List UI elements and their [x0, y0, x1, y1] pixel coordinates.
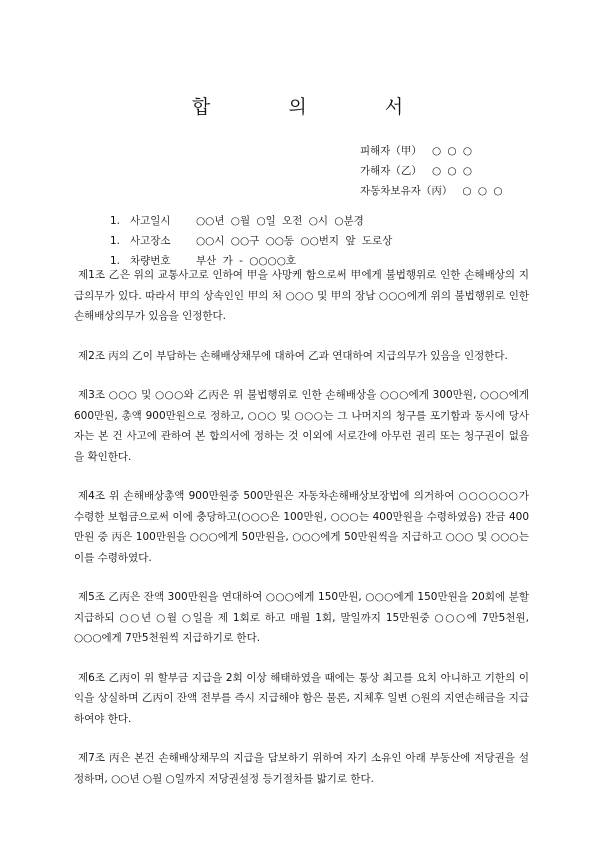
article-7: 제7조 丙은 본건 손해배상채무의 지급을 담보하기 위하여 자기 소유인 아래 부동산에 저당권을 설정하며, ○○년 ○월 ○일까지 저당권설정 등기절차를 밟기로 한다.: [74, 752, 529, 785]
fact-label: 사고일시: [130, 215, 171, 227]
party-value: ○ ○ ○: [462, 185, 503, 197]
articles-section: [74, 265, 529, 808]
fact-number: 1.: [110, 235, 121, 247]
fact-accident-datetime: [110, 211, 392, 231]
article-4: 제4조 위 손해배상총액 900만원중 500만원은 자동차손해배상보장법에 의거하여 ○○○○○○가 수령한 보험금으로써 이에 충당하고(○○○은 100만원, ○○○는 400만원을 수령하였음) 잔금 400만원 중 丙은 100만원을 ○○○에게 50만원을, ○○○에게 50만원씩을 지급하고 ○○○ 및 ○○○는 이를 수령하였다.: [74, 490, 529, 564]
party-victim: [360, 141, 503, 161]
article-6: 제6조 乙丙이 위 할부금 지급을 2회 이상 해태하였을 때에는 통상 최고를 요치 아니하고 기한의 이익을 상실하며 乙丙이 잔액 전부를 즉시 지급해야 함은 물론, 지체후 일변 ○원의 지연손해금을 지급하여야 한다.: [74, 671, 529, 725]
parties-block: [360, 141, 503, 201]
accident-facts: [110, 211, 392, 271]
party-offender: [360, 161, 503, 181]
party-label: 자동차보유자（丙）: [360, 185, 453, 197]
fact-label: 사고장소: [130, 235, 171, 247]
article-2: 제2조 丙의 乙이 부담하는 손해배상채무에 대하여 乙과 연대하여 지급의무가 있음을 인정한다.: [78, 349, 508, 362]
fact-label: 차량번호: [130, 255, 171, 267]
article-3: 제3조 ○○○ 및 ○○○와 乙丙은 위 불법행위로 인한 손해배상을 ○○○에게 300만원, ○○○에게 600만원, 총액 900만원으로 정하고, ○○○ 및 ○○○는 그 나머지의 청구를 포기함과 동시에 당사자는 본 건 사고에 관하여 본 합의서에 정하는 것 이외에 서로간에 아무런 권리 또는 청구권이 없음을 확인한다.: [74, 389, 529, 463]
article-5: 제5조 乙丙은 잔액 300만원을 연대하여 ○○○에게 150만원, ○○○에게 150만원을 20회에 분할지급하되 ○○년 ○월 ○일을 제 1회로 하고 매월 1회, 말일까지 15만원중 ○○○에 7만5천원, ○○○에게 7만5천원씩 지급하기로 한다.: [74, 591, 529, 644]
party-label: 가해자（乙）: [360, 165, 422, 177]
fact-value: 부산 가 - ○○○○호: [196, 255, 297, 267]
fact-number: 1.: [110, 255, 121, 267]
article-1: 제1조 乙은 위의 교통사고로 인하여 甲을 사망케 함으로써 甲에게 불법행위로 인한 손해배상의 지급의무가 있다. 따라서 甲의 상속인인 甲의 처 ○○○ 및 甲의 장남 ○○○에게 위의 불법행위로 인한 손해배상의무가 있음을 인정한다.: [74, 269, 529, 322]
party-label: 피해자（甲）: [360, 145, 422, 157]
fact-value: ○○년 ○월 ○일 오전 ○시 ○분경: [196, 215, 364, 227]
fact-accident-location: [110, 231, 392, 251]
fact-value: ○○시 ○○구 ○○동 ○○번지 앞 도로상: [196, 235, 393, 247]
party-vehicle-owner: [360, 181, 503, 201]
party-value: ○ ○ ○: [431, 145, 473, 157]
document-title: 합 의 서: [191, 96, 440, 118]
party-value: ○ ○ ○: [431, 165, 473, 177]
fact-number: 1.: [110, 215, 121, 227]
